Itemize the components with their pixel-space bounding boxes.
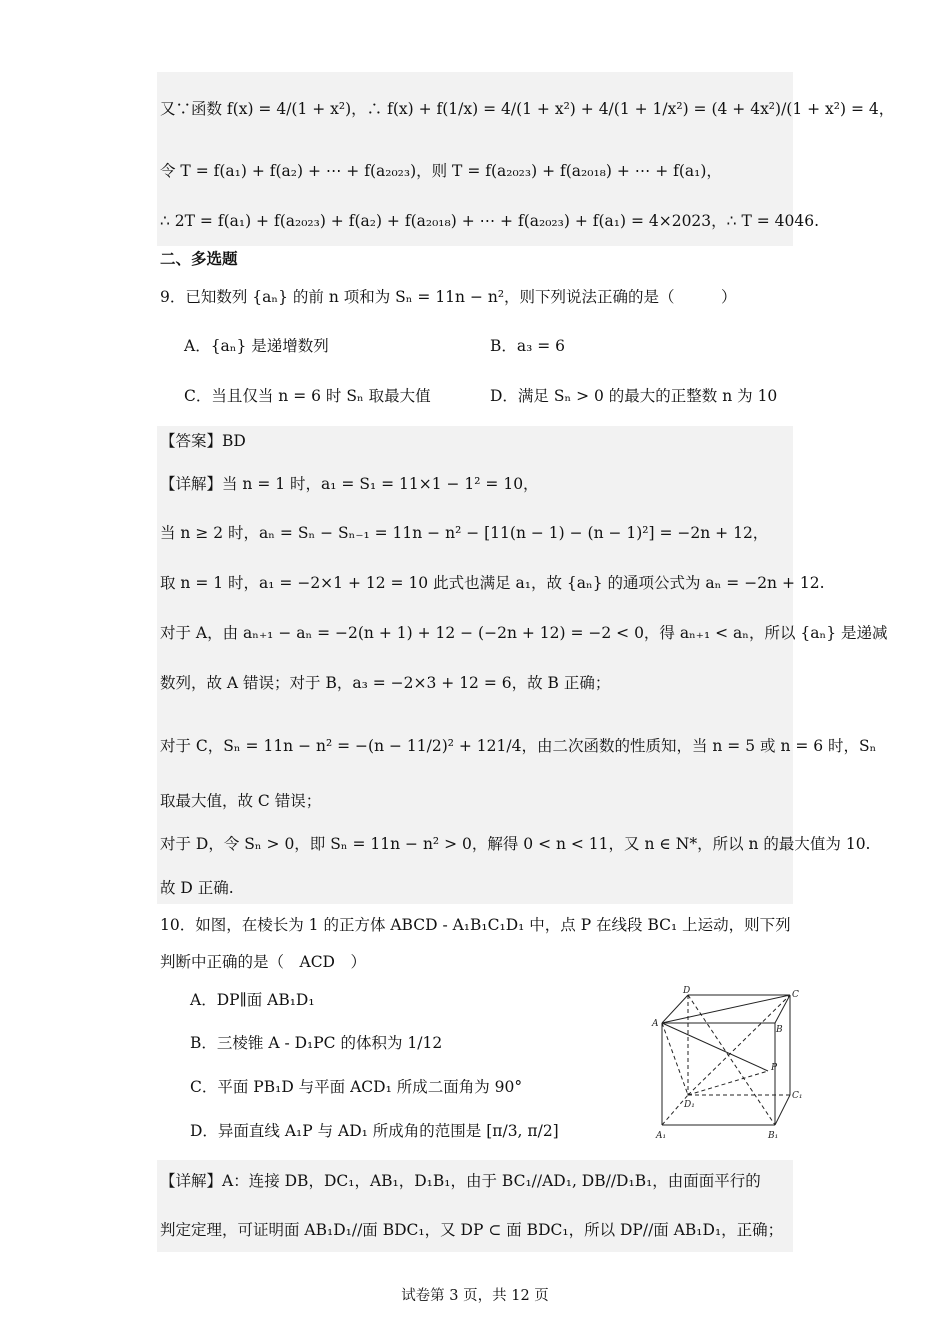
explanation-line: 当 n ≥ 2 时，aₙ = Sₙ − Sₙ₋₁ = 11n − n² − [11(n − 1) − (n − 1)²] = −2n + 12， [160,524,769,542]
solution-line: 又∵函数 f(x) = 4/(1 + x²)，∴ f(x) + f(1/x) = 4/(1 + x²) + 4/(1 + 1/x²) = (4 + 4x²)/(1 + x²) = 4， [160,100,895,118]
option-10d: D．异面直线 A₁P 与 AD₁ 所成角的范围是 [π/3, π/2] [190,1122,559,1140]
solution-line: 判定定理，可证明面 AB₁D₁//面 BDC₁，又 DP ⊂ 面 BDC₁，所以 DP//面 AB₁D₁，正确； [160,1221,784,1239]
explanation-line: 故 D 正确. [160,879,234,897]
explanation-line: 【详解】当 n = 1 时，a₁ = S₁ = 11×1 − 1² = 10， [160,475,539,493]
option-10b: B．三棱锥 A - D₁PC 的体积为 1/12 [190,1034,443,1052]
explanation-line: 取 n = 1 时，a₁ = −2×1 + 12 = 10 此式也满足 a₁，故 {aₙ} 的通项公式为 aₙ = −2n + 12. [160,574,825,592]
page-footer: 试卷第 3 页，共 12 页 [401,1288,549,1304]
vertex-label-b: B [776,1025,783,1035]
explanation-line: 对于 C，Sₙ = 11n − n² = −(n − 11/2)² + 121/4，由二次函数的性质知，当 n = 5 或 n = 6 时，Sₙ [160,737,877,755]
option-10a: A．DP∥面 AB₁D₁ [190,991,315,1009]
explanation-line: 对于 A，由 aₙ₊₁ − aₙ = −2(n + 1) + 12 − (−2n + 12) = −2 < 0，得 aₙ₊₁ < aₙ，所以 {aₙ} 是递减 [160,624,888,642]
answer-9: 【答案】BD [160,432,246,450]
vertex-label-b1: B₁ [768,1131,779,1141]
explanation-line: 取最大值，故 C 错误； [160,792,322,810]
vertex-label-p: P [771,1063,778,1073]
option-9c: C．当且仅当 n = 6 时 Sₙ 取最大值 [184,387,431,405]
section-heading: 二、多选题 [160,249,238,268]
vertex-label-c1: C₁ [792,1091,803,1101]
vertex-label-d1: D₁ [684,1100,695,1110]
question-10-cont: 判断中正确的是（ ACD ） [160,953,366,971]
vertex-label-c: C [792,990,799,1000]
vertex-label-a: A [652,1019,659,1029]
option-10c: C．平面 PB₁D 与平面 ACD₁ 所成二面角为 90° [190,1078,523,1096]
vertex-label-a1: A₁ [656,1131,667,1141]
question-9: 9．已知数列 {aₙ} 的前 n 项和为 Sₙ = 11n − n²，则下列说法正确的是（ ） [160,288,737,306]
solution-line: 令 T = f(a₁) + f(a₂) + ⋯ + f(a₂₀₂₃)，则 T = f(a₂₀₂₃) + f(a₂₀₁₈) + ⋯ + f(a₁)， [160,162,722,180]
option-9b: B．a₃ = 6 [490,337,566,355]
explanation-line: 数列，故 A 错误；对于 B，a₃ = −2×3 + 12 = 6，故 B 正确； [160,674,611,692]
question-10: 10．如图，在棱长为 1 的正方体 ABCD - A₁B₁C₁D₁ 中，点 P 在线段 BC₁ 上运动，则下列 [160,916,791,934]
solution-line: 【详解】A：连接 DB，DC₁，AB₁，D₁B₁，由于 BC₁//AD₁, DB//D₁B₁，由面面平行的 [160,1172,761,1190]
option-9a: A．{aₙ} 是递增数列 [184,337,329,355]
vertex-label-d: D [683,986,691,996]
cube-figure [650,983,810,1143]
solution-line: ∴ 2T = f(a₁) + f(a₂₀₂₃) + f(a₂) + f(a₂₀₁₈) + ⋯ + f(a₂₀₂₃) + f(a₁) = 4×2023，∴ T = 4046. [160,212,819,230]
option-9d: D．满足 Sₙ > 0 的最大的正整数 n 为 10 [490,387,778,405]
explanation-line: 对于 D，令 Sₙ > 0，即 Sₙ = 11n − n² > 0，解得 0 < n < 11，又 n ∈ N*，所以 n 的最大值为 10. [160,835,871,853]
